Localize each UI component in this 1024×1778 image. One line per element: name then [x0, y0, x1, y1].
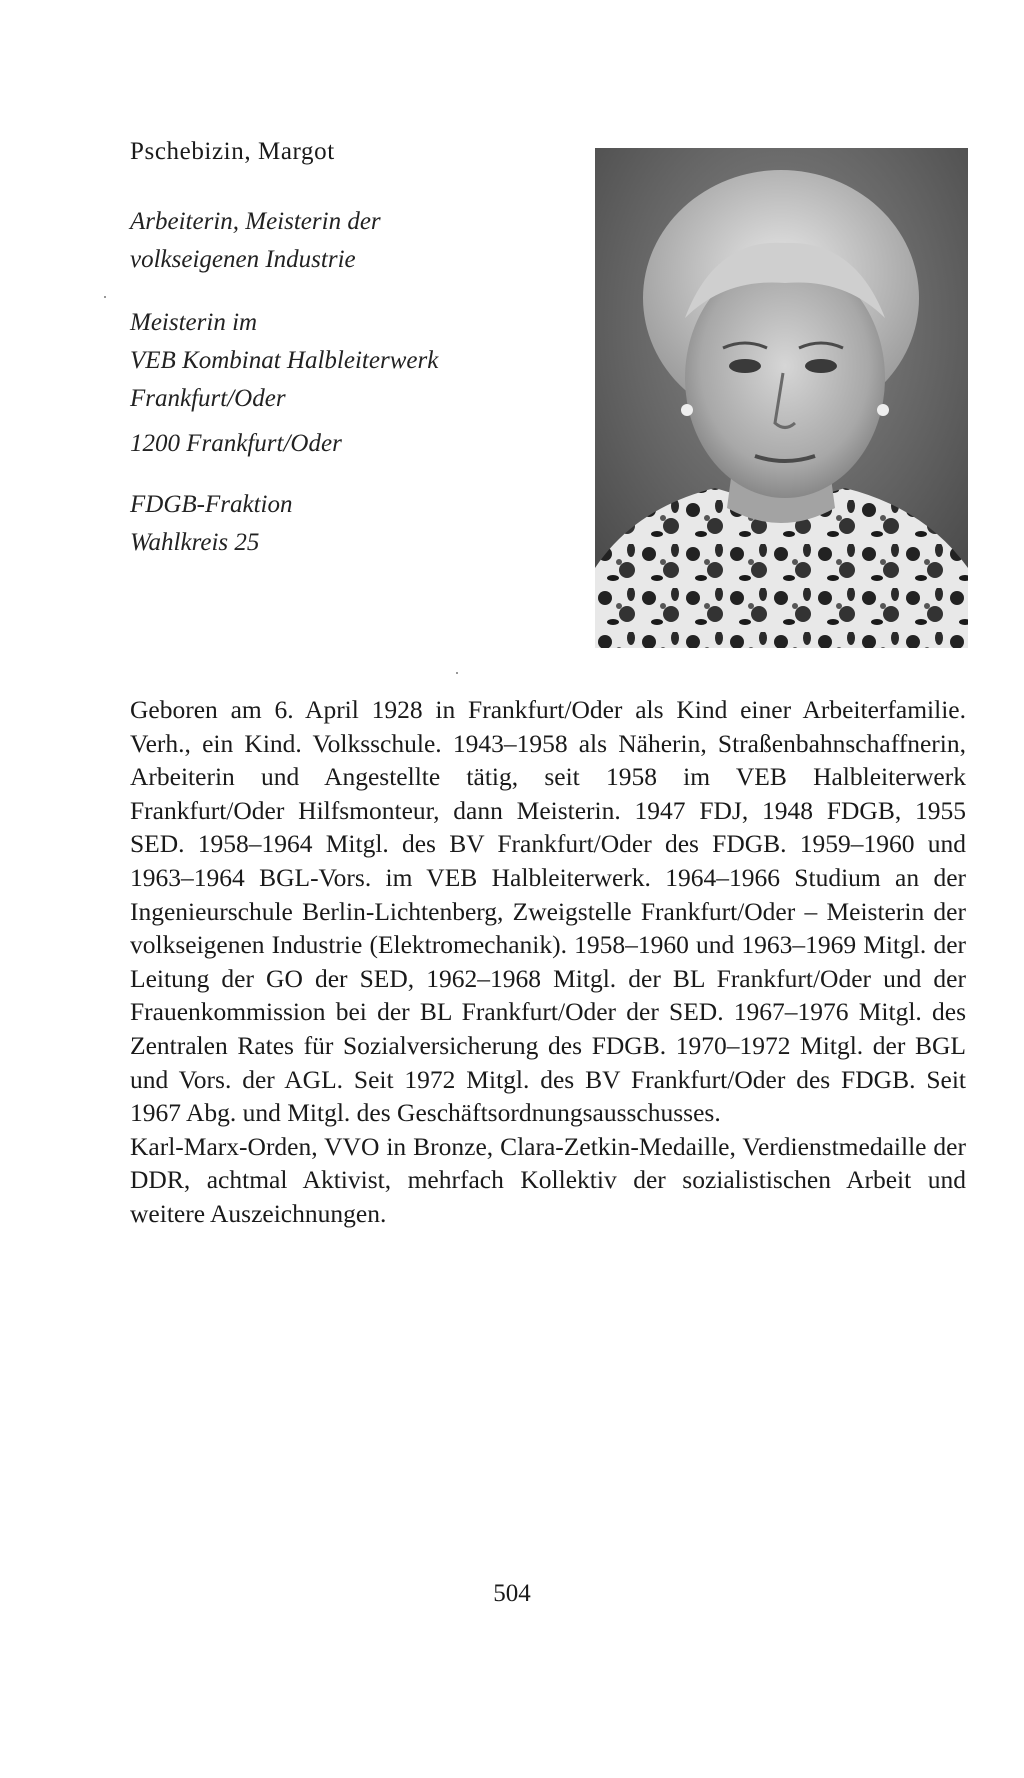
page-number: 504: [493, 1580, 531, 1607]
print-speck: [456, 672, 458, 674]
profession-line: Arbeiterin, Meisterin der: [130, 208, 381, 235]
biography-awards: Karl-Marx-Orden, VVO in Bronze, Clara-Zetkin-Medaille, Verdienstmedaille der DDR, achtmal Aktivist, mehrfach Kollektiv der sozialistischen Arbeit und weitere Auszeichnungen.: [130, 1131, 966, 1228]
workplace-line: VEB Kombinat Halbleiterwerk: [130, 347, 439, 374]
workplace-block: [130, 304, 438, 418]
workplace-line: Meisterin im: [130, 309, 258, 336]
faction-block: [130, 486, 292, 562]
faction-line: Wahlkreis 25: [130, 529, 260, 556]
portrait-photo: [595, 148, 968, 648]
biography-text: [130, 693, 966, 1231]
faction-line: FDGB-Fraktion: [130, 491, 293, 518]
workplace-line: Frankfurt/Oder: [130, 385, 286, 412]
entry-name: Pschebizin, Margot: [130, 138, 335, 165]
profession-line: volkseigenen Industrie: [130, 246, 356, 273]
profession-block: [130, 203, 381, 279]
address-line: 1200 Frankfurt/Oder: [130, 430, 342, 457]
biography-career: Geboren am 6. April 1928 in Frankfurt/Oder als Kind einer Arbeiterfamilie. Verh., ein Kind. Volksschule. 1943–1958 als Näherin, Straßenbahnschaffnerin, Arbeiterin und Angestellte tätig, seit 1958 im VEB Halbleiterwerk Frankfurt/Oder Hilfsmonteur, dann Meisterin. 1947 FDJ, 1948 FDGB, 1955 SED. 1958–1964 Mitgl. des BV Frankfurt/Oder des FDGB. 1959–1960 und 1963–1964 BGL-Vors. im VEB Halbleiterwerk. 1964–1966 Studium an der Ingenieurschule Berlin-Lichtenberg, Zweigstelle Frankfurt/Oder – Meisterin der volkseigenen Industrie (Elektromechanik). 1958–1960 und 1963–1969 Mitgl. der Leitung der GO der SED, 1962–1968 Mitgl. der BL Frankfurt/Oder und der Frauenkommission bei der BL Frankfurt/Oder der SED. 1967–1976 Mitgl. des Zentralen Rates für Sozialversicherung des FDGB. 1970–1972 Mitgl. der BGL und Vors. der AGL. Seit 1972 Mitgl. des BV Frankfurt/Oder des FDGB. Seit 1967 Abg. und Mitgl. des Geschäftsordnungsausschusses.: [130, 695, 966, 1128]
print-speck: [104, 296, 106, 298]
